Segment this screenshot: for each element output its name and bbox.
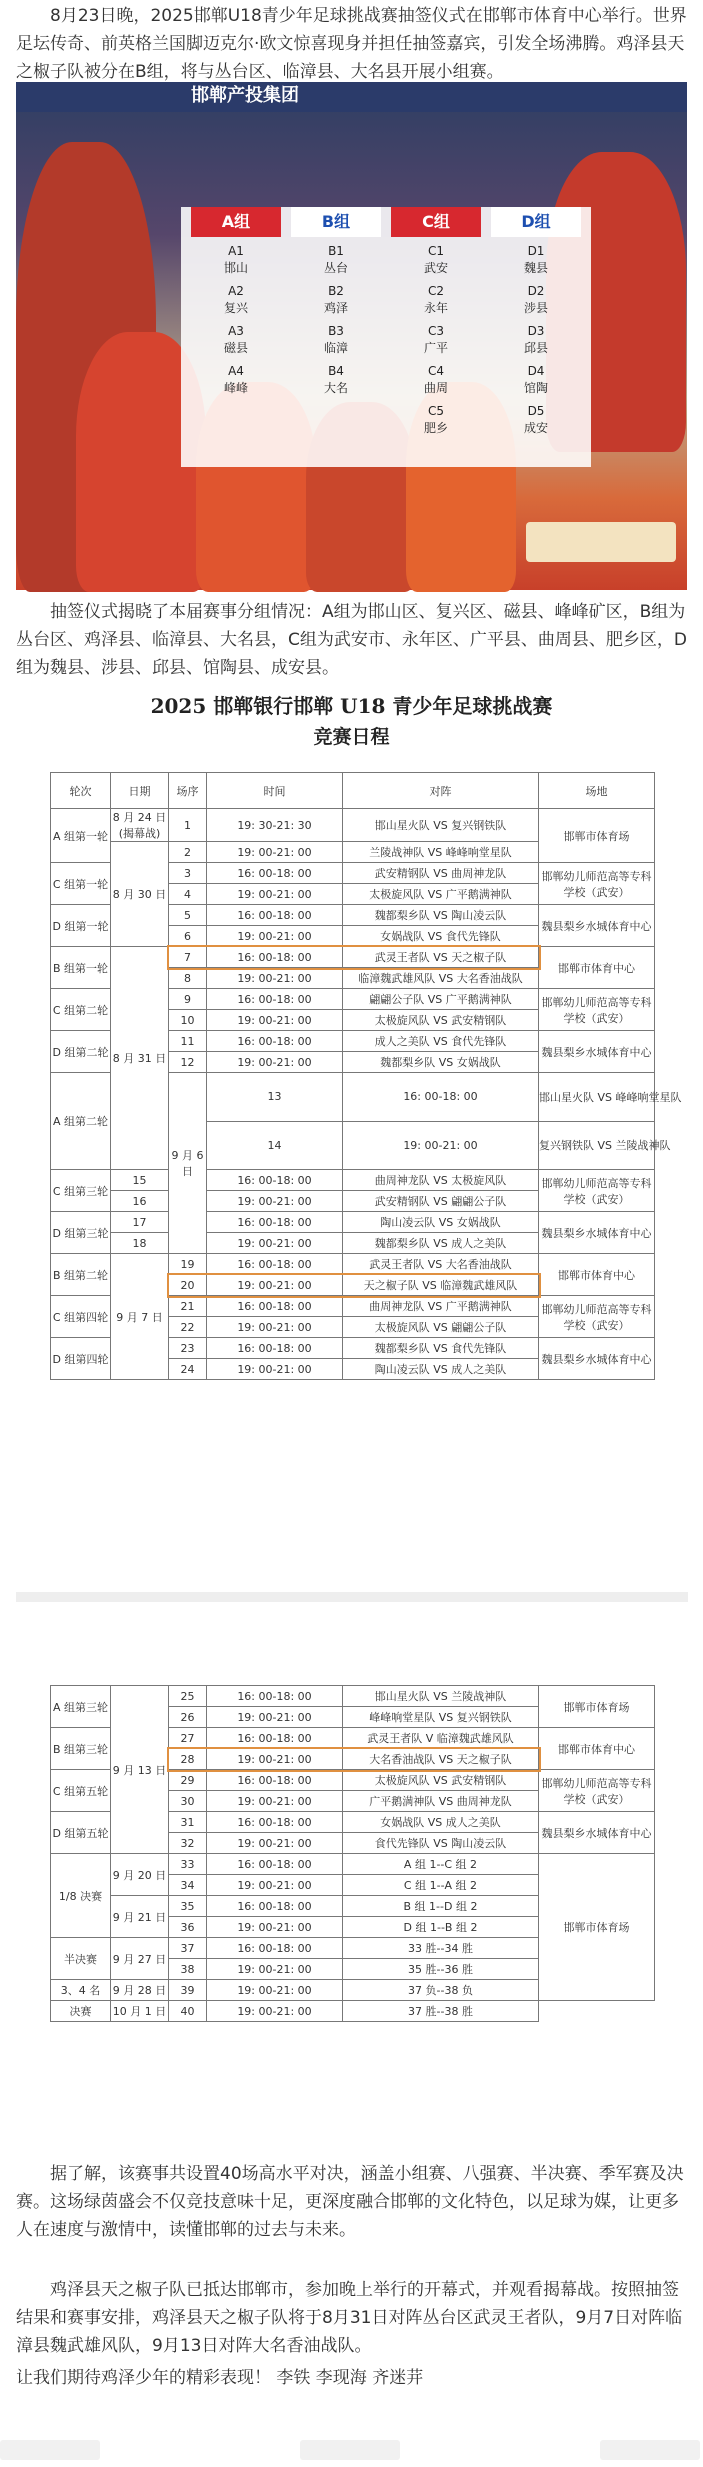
schedule-header-cell: 对阵 [343,773,539,809]
draw-group-column [391,207,481,437]
time-cell: 19: 00-21: 00 [207,1980,343,2001]
time-cell: 16: 00-18: 00 [207,1212,343,1233]
time-cell: 16: 00-18: 00 [207,1031,343,1052]
round-cell: C 组第三轮 [51,1170,111,1212]
draw-group-column [491,207,581,437]
match-number-cell: 9 [169,989,207,1010]
match-number-cell: 33 [169,1854,207,1875]
schedule-row [51,1854,655,1875]
date-cell: 10 月 1 日 [111,2001,169,2022]
time-cell: 19: 00-21: 00 [207,926,343,947]
schedule-table-part2 [50,1685,655,2022]
venue-cell: 邯郸市体育场 [539,1686,655,1728]
schedule-header-cell: 场地 [539,773,655,809]
matchup-cell: 陶山凌云队 VS 女娲战队 [343,1212,539,1233]
draw-group-column [291,207,381,397]
round-cell: C 组第一轮 [51,863,111,905]
matchup-cell: 33 胜--34 胜 [343,1938,539,1959]
round-cell: 半决赛 [51,1938,111,1980]
time-cell: 19: 30-21: 30 [207,809,343,842]
time-cell: 19: 00-21: 00 [207,1749,343,1770]
draw-group-team: A2 复兴 [223,284,248,315]
time-cell: 19: 00-21: 00 [207,1959,343,1980]
match-number-cell: 31 [169,1812,207,1833]
schedule-row [51,1686,655,1707]
time-cell: 19: 00-21: 00 [207,1833,343,1854]
match-number-cell: 26 [169,1707,207,1728]
time-cell: 16: 00-18: 00 [207,1896,343,1917]
match-number-cell: 39 [169,1980,207,2001]
draw-group-team: C2 永年 [423,284,448,315]
section-divider [16,1592,688,1602]
venue-cell: 邯郸幼儿师范高等专科学校（武安） [539,1170,655,1212]
time-cell: 16: 00-18: 00 [343,1073,539,1122]
time-cell: 19: 00-21: 00 [207,2001,343,2022]
matchup-cell: 太极旋风队 VS 武安精钢队 [343,1010,539,1031]
matchup-cell: 广平鹅满神队 VS 曲周神龙队 [343,1791,539,1812]
matchup-cell: 峰峰响堂星队 VS 复兴钢铁队 [343,1707,539,1728]
matchup-cell: 武安精钢队 VS 翩翩公子队 [343,1191,539,1212]
match-number-cell: 6 [169,926,207,947]
draw-group-team: D5 成安 [523,404,548,435]
venue-cell: 邯郸市体育中心 [539,1254,655,1296]
match-number-cell: 35 [169,1896,207,1917]
schedule-header-cell: 场序 [169,773,207,809]
matchup-cell: 兰陵战神队 VS 峰峰响堂星队 [343,842,539,863]
matchup-cell: 37 负--38 负 [343,1980,539,2001]
venue-cell: 邯郸幼儿师范高等专科学校（武安） [539,1770,655,1812]
venue-cell: 魏县梨乡水城体育中心 [539,1338,655,1380]
venue-cell: 邯郸幼儿师范高等专科学校（武安） [539,989,655,1031]
time-cell: 16: 00-18: 00 [207,947,343,968]
matchup-cell: 武灵王者队 VS 大名香油战队 [343,1254,539,1275]
venue-cell: 魏县梨乡水城体育中心 [539,1812,655,1854]
draw-group-team: D3 邱县 [523,324,548,355]
draw-group-team: A3 磁县 [223,324,248,355]
date-cell: 8 月 31 日 [111,947,169,1170]
schedule-row [51,1212,655,1233]
time-cell: 16: 00-18: 00 [207,1170,343,1191]
match-number-cell: 38 [169,1959,207,1980]
venue-cell: 邯郸市体育中心 [539,1728,655,1770]
draw-group-label: B组 [291,207,381,237]
closing-line: 让我们期待鸡泽少年的精彩表现！ 李铁 李现海 齐迷茾 [16,2368,424,2388]
match-number-cell: 25 [169,1686,207,1707]
matchup-cell: A 组 1--C 组 2 [343,1854,539,1875]
time-cell: 19: 00-21: 00 [207,842,343,863]
sponsor-logo-text: 邯郸产投集团 [191,85,299,106]
draw-group-team: B1 丛台 [323,244,348,275]
round-cell: B 组第二轮 [51,1254,111,1296]
round-cell: D 组第一轮 [51,905,111,947]
matchup-cell: 邯山星火队 VS 兰陵战神队 [343,1686,539,1707]
schedule-table-part1 [50,772,682,1380]
round-cell: D 组第三轮 [51,1212,111,1254]
venue-cell: 邯郸幼儿师范高等专科学校（武安） [539,1296,655,1338]
draw-result-paragraph: 抽签仪式揭晓了本届赛事分组情况：A组为邯山区、复兴区、磁县、峰峰矿区，B组为丛台区、鸡泽县、临漳县、大名县，C组为武安市、永年区、广平县、曲周县、肥乡区，D组为魏县、涉县、邱县、馆陶县、成安县。 [16,602,687,678]
matchup-cell: 翩翩公子队 VS 广平鹅满神队 [343,989,539,1010]
round-cell: 3、4 名 [51,1980,111,2001]
match-number-cell: 28 [169,1749,207,1770]
time-cell: 16: 00-18: 00 [207,863,343,884]
venue-cell: 魏县梨乡水城体育中心 [539,1031,655,1073]
time-cell: 16: 00-18: 00 [207,1296,343,1317]
time-cell: 19: 00-21: 00 [207,1052,343,1073]
matchup-cell: 武安精钢队 VS 曲周神龙队 [343,863,539,884]
time-cell: 19: 00-21: 00 [207,1317,343,1338]
schedule-row [51,1254,655,1275]
matchup-cell: 曲周神龙队 VS 广平鹅满神队 [343,1296,539,1317]
time-cell: 16: 00-18: 00 [207,989,343,1010]
match-number-cell: 12 [169,1052,207,1073]
time-cell: 16: 00-18: 00 [207,1338,343,1359]
venue-cell: 邯郸市体育中心 [539,947,655,989]
date-cell: 8 月 30 日 [111,842,169,947]
time-cell: 16: 00-18: 00 [207,1938,343,1959]
venue-cell: 魏县梨乡水城体育中心 [539,1212,655,1254]
matchup-cell: 37 胜--38 胜 [343,2001,539,2022]
draw-group-team: C1 武安 [423,244,448,275]
date-cell: 9 月 7 日 [111,1254,169,1380]
draw-group-team: B4 大名 [323,364,348,395]
venue-cell: 邯郸市体育场 [539,1854,655,2001]
matchup-cell: 武灵王者队 V 临漳魏武雄风队 [343,1728,539,1749]
time-cell: 19: 00-21: 00 [207,884,343,905]
match-number-cell: 2 [169,842,207,863]
time-cell: 19: 00-21: 00 [343,1121,539,1170]
match-number-cell: 17 [111,1212,169,1233]
schedule-row [51,809,655,842]
draw-group-team: D2 涉县 [523,284,548,315]
date-cell: 8 月 24 日 (揭幕战) [111,809,169,842]
matchup-cell: 武灵王者队 VS 天之椒子队 [343,947,539,968]
draw-group-team: D1 魏县 [523,244,548,275]
match-number-cell: 34 [169,1875,207,1896]
match-number-cell: 32 [169,1833,207,1854]
date-cell: 9 月 20 日 [111,1854,169,1896]
time-cell: 16: 00-18: 00 [207,1728,343,1749]
match-number-cell: 23 [169,1338,207,1359]
match-number-cell: 4 [169,884,207,905]
matchup-cell: B 组 1--D 组 2 [343,1896,539,1917]
schedule-row [51,1170,655,1191]
match-number-cell: 37 [169,1938,207,1959]
intro-paragraph: 8月23日晚，2025邯郸U18青少年足球挑战赛抽签仪式在邯郸市体育中心举行。世界足坛传奇、前英格兰国脚迈克尔·欧文惊喜现身并担任抽签嘉宾，引发全场沸腾。鸡泽县天之椒子队被分在B组，将与丛台区、临漳县、大名县开展小组赛。 [16,6,687,82]
time-cell: 19: 00-21: 00 [207,1707,343,1728]
schedule-header-cell: 时间 [207,773,343,809]
matchup-cell: C 组 1--A 组 2 [343,1875,539,1896]
match-number-cell: 1 [169,809,207,842]
matchup-cell: 成人之美队 VS 食代先锋队 [343,1031,539,1052]
match-number-cell: 29 [169,1770,207,1791]
matchup-cell: 女娲战队 VS 食代先锋队 [343,926,539,947]
round-cell: A 组第一轮 [51,809,111,863]
matchup-cell: 曲周神龙队 VS 太极旋风队 [343,1170,539,1191]
match-number-cell: 5 [169,905,207,926]
draw-group-team: B3 临漳 [323,324,348,355]
time-cell: 16: 00-18: 00 [207,1812,343,1833]
match-number-cell: 15 [111,1170,169,1191]
draw-group-team: A4 峰峰 [223,364,248,395]
match-number-cell: 22 [169,1317,207,1338]
schedule-header-cell: 日期 [111,773,169,809]
schedule-header-row [51,773,655,809]
time-cell: 19: 00-21: 00 [207,1917,343,1938]
round-cell: C 组第二轮 [51,989,111,1031]
time-cell: 19: 00-21: 00 [207,1359,343,1380]
matchup-cell: 太极旋风队 VS 武安精钢队 [343,1770,539,1791]
match-number-cell: 24 [169,1359,207,1380]
match-number-cell: 19 [169,1254,207,1275]
team-note-paragraph: 鸡泽县天之椒子队已抵达邯郸市，参加晚上举行的开幕式，并观看揭幕战。按照抽签结果和赛事安排，鸡泽县天之椒子队将于8月31日对阵丛台区武灵王者队，9月7日对阵临漳县魏武雄风队，9月13日对阵大名香油战队。 [16,2280,683,2356]
round-cell: C 组第四轮 [51,1296,111,1338]
matchup-cell: D 组 1--B 组 2 [343,1917,539,1938]
summary-paragraph: 据了解，该赛事共设置40场高水平对决，涵盖小组赛、八强赛、半决赛、季军赛及决赛。这场绿茵盛会不仅竞技意味十足，更深度融合邯郸的文化特色，以足球为媒，让更多人在速度与激情中，读懂邯郸的过去与未来。 [16,2164,684,2240]
draw-group-label: A组 [191,207,281,237]
match-number-cell: 30 [169,1791,207,1812]
match-number-cell: 20 [169,1275,207,1296]
matchup-cell: 魏都梨乡队 VS 女娲战队 [343,1052,539,1073]
match-number-cell: 10 [169,1010,207,1031]
draw-group-team: C4 曲周 [423,364,448,395]
time-cell: 16: 00-18: 00 [207,1854,343,1875]
draw-group-column [191,207,281,397]
match-number-cell: 7 [169,947,207,968]
matchup-cell: 食代先锋队 VS 陶山凌云队 [343,1833,539,1854]
venue-cell: 邯郸市体育场 [539,809,655,863]
schedule-row [51,2001,655,2022]
matchup-cell: 天之椒子队 VS 临漳魏武雄风队 [343,1275,539,1296]
round-cell: B 组第三轮 [51,1728,111,1770]
round-cell: D 组第二轮 [51,1031,111,1073]
draw-group-team: C3 广平 [423,324,448,355]
matchup-cell: 陶山凌云队 VS 成人之美队 [343,1359,539,1380]
round-cell: A 组第三轮 [51,1686,111,1728]
time-cell: 16: 00-18: 00 [207,1770,343,1791]
round-cell: C 组第五轮 [51,1770,111,1812]
match-number-cell: 21 [169,1296,207,1317]
round-cell: D 组第五轮 [51,1812,111,1854]
time-cell: 19: 00-21: 00 [207,1191,343,1212]
time-cell: 16: 00-18: 00 [207,905,343,926]
match-number-cell: 13 [207,1073,343,1122]
time-cell: 19: 00-21: 00 [207,1275,343,1296]
round-cell: 1/8 决赛 [51,1854,111,1938]
footer-placeholder [600,2440,700,2460]
match-number-cell: 16 [111,1191,169,1212]
matchup-cell: 大名香油战队 VS 天之椒子队 [343,1749,539,1770]
draw-group-team: B2 鸡泽 [323,284,348,315]
matchup-cell: 太极旋风队 VS 广平鹅满神队 [343,884,539,905]
round-cell: A 组第二轮 [51,1073,111,1170]
matchup-cell: 女娲战队 VS 成人之美队 [343,1812,539,1833]
draw-group-label: C组 [391,207,481,237]
matchup-cell: 邯山星火队 VS 峰峰响堂星队 [539,1073,655,1122]
matchup-cell: 魏都梨乡队 VS 食代先锋队 [343,1338,539,1359]
match-number-cell: 3 [169,863,207,884]
match-number-cell: 14 [207,1121,343,1170]
matchup-cell: 35 胜--36 胜 [343,1959,539,1980]
schedule-title: 2025 邯郸银行邯郸 U18 青少年足球挑战赛 [150,694,553,718]
matchup-cell: 临漳魏武雄风队 VS 大名香油战队 [343,968,539,989]
date-cell: 9 月 13 日 [111,1686,169,1854]
matchup-cell: 太极旋风队 VS 翩翩公子队 [343,1317,539,1338]
round-cell: 决赛 [51,2001,111,2022]
draw-ceremony-photo [16,82,687,590]
date-cell: 9 月 28 日 [111,1980,169,2001]
time-cell: 19: 00-21: 00 [207,1875,343,1896]
draw-group-team: C5 肥乡 [423,404,448,435]
match-number-cell: 36 [169,1917,207,1938]
date-cell: 9 月 6 日 [169,1073,207,1254]
round-cell: B 组第一轮 [51,947,111,989]
draw-group-label: D组 [491,207,581,237]
matchup-cell: 邯山星火队 VS 复兴钢铁队 [343,809,539,842]
matchup-cell: 魏都梨乡队 VS 陶山凌云队 [343,905,539,926]
matchup-cell: 魏都梨乡队 VS 成人之美队 [343,1233,539,1254]
draw-group-team: D4 馆陶 [523,364,548,395]
match-number-cell: 18 [111,1233,169,1254]
date-cell: 9 月 21 日 [111,1896,169,1938]
venue-cell: 邯郸幼儿师范高等专科学校（武安） [539,863,655,905]
time-cell: 19: 00-21: 00 [207,968,343,989]
match-number-cell: 8 [169,968,207,989]
footer-placeholder [0,2440,100,2460]
match-number-cell: 40 [169,2001,207,2022]
date-cell: 9 月 27 日 [111,1938,169,1980]
match-number-cell: 11 [169,1031,207,1052]
footer-placeholder [300,2440,400,2460]
schedule-header-cell: 轮次 [51,773,111,809]
stage-podium [526,522,676,562]
time-cell: 19: 00-21: 00 [207,1233,343,1254]
schedule-subtitle: 竞赛日程 [313,726,390,748]
time-cell: 16: 00-18: 00 [207,1254,343,1275]
time-cell: 19: 00-21: 00 [207,1791,343,1812]
time-cell: 19: 00-21: 00 [207,1010,343,1031]
venue-cell: 魏县梨乡水城体育中心 [539,905,655,947]
matchup-cell: 复兴钢铁队 VS 兰陵战神队 [539,1121,655,1170]
match-number-cell: 27 [169,1728,207,1749]
schedule-row [51,947,655,968]
round-cell: D 组第四轮 [51,1338,111,1380]
draw-group-team: A1 邯山 [223,244,248,275]
time-cell: 16: 00-18: 00 [207,1686,343,1707]
